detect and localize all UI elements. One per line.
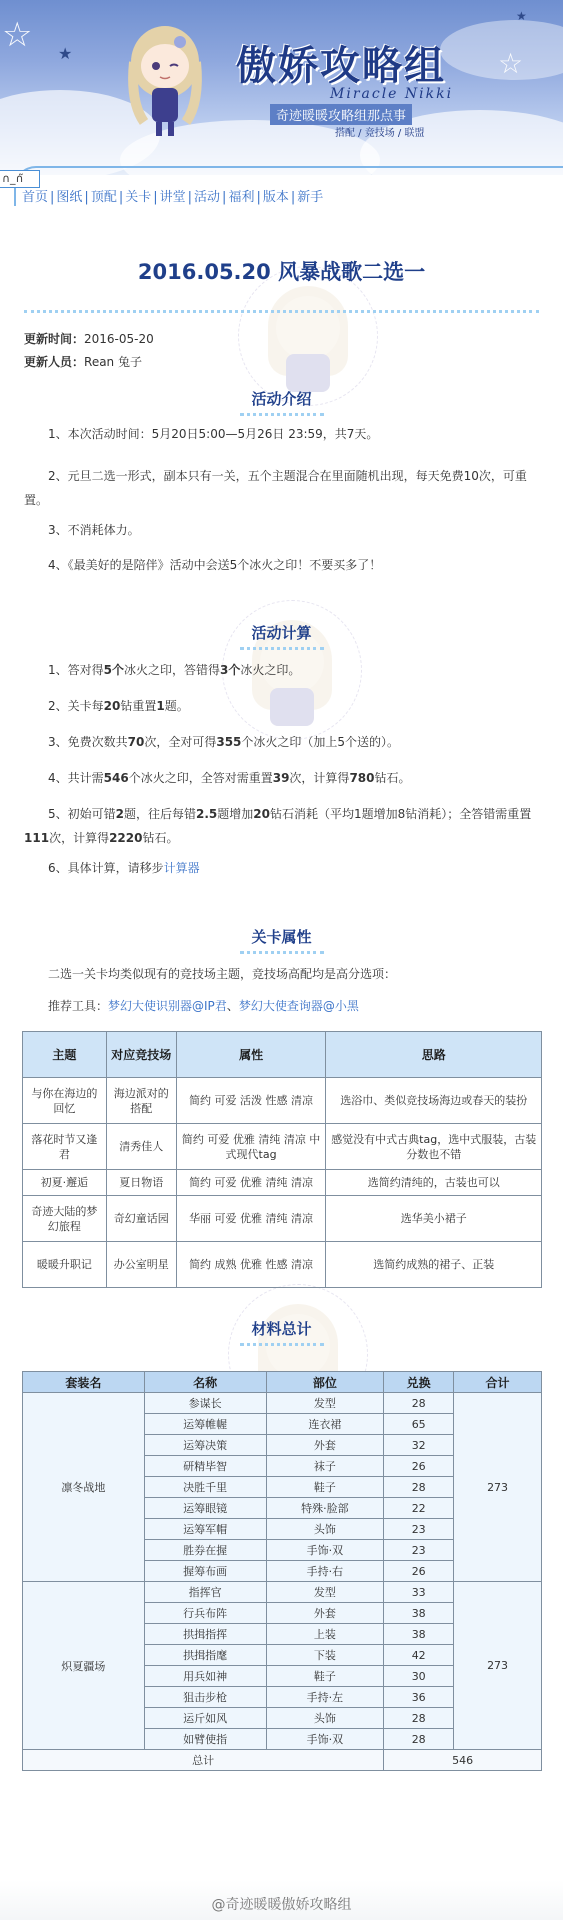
nav-separator: | <box>50 190 55 205</box>
sum-label: 总计 <box>23 1750 384 1771</box>
header-banner <box>0 0 563 175</box>
site-subtitle: 奇迹暖暖攻略组那点事 <box>270 104 412 125</box>
column-header: 对应竞技场 <box>106 1032 176 1078</box>
column-header: 属性 <box>176 1032 326 1078</box>
tools-row: 推荐工具：梦幻大使识别器@IP君、梦幻大使查询器@小黑 <box>48 999 359 1013</box>
table-row: 炽夏疆场 指挥官 发型 33 273 <box>23 1582 542 1603</box>
calc-paragraph-1: 1、答对得5个冰火之印，答错得3个冰火之印。 <box>48 663 301 677</box>
nav-item-top-match[interactable]: 顶配 <box>90 190 117 205</box>
set-total-cell: 273 <box>454 1582 542 1750</box>
table-row: 与你在海边的回忆 海边派对的搭配 简约 可爱 活泼 性感 清凉 选浴巾、类似竞技场海边或春天的装扮 <box>23 1078 542 1124</box>
update-time-value: 2016-05-20 <box>84 332 154 346</box>
update-time-label: 更新时间： <box>24 332 85 346</box>
table-header-row <box>23 1372 542 1393</box>
table-row: 拱揖指挥 上装 38 <box>23 1624 542 1645</box>
table-row: 行兵布阵 外套 38 <box>23 1603 542 1624</box>
table-row: 暖暖升职记 办公室明星 简约 成熟 优雅 性感 清凉 选简约成熟的裙子、正装 <box>23 1242 542 1288</box>
table-row: 运筹眼镜 特殊·脸部 22 <box>23 1498 542 1519</box>
nav-separator: | <box>290 190 296 205</box>
table-row: 用兵如神 鞋子 30 <box>23 1666 542 1687</box>
section-heading-calc <box>0 622 563 650</box>
section-heading-text: 活动介绍 <box>251 390 312 408</box>
table-header-row <box>23 1032 542 1078</box>
calculator-link[interactable]: 计算器 <box>163 861 200 875</box>
set-name-cell: 凛冬战地 <box>23 1393 145 1582</box>
intro-paragraph-3 <box>24 518 540 542</box>
nav-item-beginners[interactable]: 新手 <box>297 190 324 205</box>
table-row: 运筹军帽 头饰 23 <box>23 1519 542 1540</box>
table-row: 研精毕智 袜子 26 <box>23 1456 542 1477</box>
calc-paragraph-6: 6、具体计算，请移步计算器 <box>48 861 200 875</box>
site-tags: 搭配 / 竞技场 / 联盟 <box>335 128 425 139</box>
table-row: 奇迹大陆的梦幻旅程 奇幻童话园 华丽 可爱 优雅 清纯 清凉 选华美小裙子 <box>23 1196 542 1242</box>
nav-item-lectures[interactable]: 讲堂 <box>159 190 186 205</box>
column-header: 名称 <box>144 1372 266 1393</box>
updater-label: 更新人员： <box>24 355 85 369</box>
paragraph-text: 2、元旦二选一形式，副本只有一关，五个主题混合在里面随机出现，每天免费10次，可重置。 <box>24 469 527 507</box>
column-header: 套装名 <box>23 1372 145 1393</box>
materials-table <box>22 1371 542 1771</box>
updater-row <box>24 353 142 370</box>
table-row: 握筹布画 手持·右 26 <box>23 1561 542 1582</box>
chibi-girl-icon <box>120 22 210 142</box>
nav-separator: | <box>256 190 261 205</box>
table-row: 凛冬战地 参谋长 发型 28 273 <box>23 1393 542 1414</box>
table-row: 运斤如风 头饰 28 <box>23 1708 542 1729</box>
paragraph-text: 4、《最美好的是陪伴》活动中会送5个冰火之印！不要买多了！ <box>48 558 382 572</box>
table-row: 决胜千里 鞋子 28 <box>23 1477 542 1498</box>
column-header: 主题 <box>23 1032 107 1078</box>
section-underline <box>240 951 324 954</box>
calc-paragraph-2: 2、关卡每20钻重置1题。 <box>48 699 189 713</box>
nav-item-versions[interactable]: 版本 <box>262 190 289 205</box>
page-title: 2016.05.20 风暴战歌二选一 <box>137 260 426 284</box>
intro-paragraph-2 <box>24 464 540 512</box>
section-underline <box>240 647 324 650</box>
column-header: 思路 <box>326 1032 542 1078</box>
tools-label: 推荐工具： <box>48 999 109 1013</box>
table-sum-row <box>23 1750 542 1771</box>
section-heading-text: 活动计算 <box>251 624 312 642</box>
calc-paragraph-5: 5、初始可错2题，往后每错2.5题增加20钻石消耗（平均1题增加8钻消耗）；全答错需重置111次，计算得2220钻石。 <box>24 807 532 845</box>
footer-watermark: @奇迹暖暖傲娇攻略组 <box>211 1897 352 1913</box>
intro-paragraph-1 <box>24 422 540 446</box>
section-heading-attr <box>0 926 563 954</box>
update-time-row <box>24 330 154 347</box>
table-row: 如臂使指 手饰·双 28 <box>23 1729 542 1750</box>
watermark-logo <box>238 266 378 406</box>
star-solid-icon: ★ <box>58 44 73 63</box>
section-heading-intro <box>0 388 563 416</box>
intro-paragraph-4 <box>24 553 540 577</box>
updater-value: Rean 兔子 <box>84 355 142 369</box>
calc-paragraph-4: 4、共计需546个冰火之印，全答对需重置39次，计算得780钻石。 <box>48 771 411 785</box>
site-title: 傲娇攻略组 <box>236 42 446 89</box>
section-underline <box>240 1343 324 1346</box>
emoticon-badge: ∩_∩̃ <box>0 170 40 188</box>
nav-item-benefits[interactable]: 福利 <box>228 190 255 205</box>
star-outline-icon: ☆ <box>498 47 524 80</box>
top-nav <box>22 186 323 205</box>
nav-separator: | <box>187 190 193 205</box>
table-row: 胜券在握 手饰·双 23 <box>23 1540 542 1561</box>
column-header: 部位 <box>266 1372 384 1393</box>
attributes-table <box>22 1031 542 1288</box>
paragraph-text: 3、不消耗体力。 <box>48 523 140 537</box>
table-row: 落花时节又逢君 清秀佳人 简约 可爱 优雅 清纯 清凉 中式现代tag 感觉没有中式古典tag，选中式服装，古装分数也不错 <box>23 1124 542 1170</box>
section-heading-materials <box>0 1318 563 1346</box>
site-script-title: Miracle Nikki <box>330 86 454 102</box>
nav-separator: | <box>118 190 124 205</box>
attr-description: 二选一关卡均类似现有的竞技场主题，竞技场高配均是高分选项： <box>48 967 397 981</box>
set-name-cell: 炽夏疆场 <box>23 1582 145 1750</box>
paragraph-text: 1、本次活动时间：5月20日5:00—5月26日 23:59，共7天。 <box>48 427 379 441</box>
section-heading-text: 关卡属性 <box>251 928 312 946</box>
nav-separator: | <box>84 190 89 205</box>
sum-value: 546 <box>384 1750 542 1771</box>
table-row: 初夏·邂逅 夏日物语 简约 可爱 优雅 清纯 清凉 选简约清纯的，古装也可以 <box>23 1170 542 1196</box>
table-row: 狙击步枪 手持·左 36 <box>23 1687 542 1708</box>
section-underline <box>240 413 324 416</box>
nav-separator: | <box>153 190 158 205</box>
nav-separator: | <box>222 190 227 205</box>
star-outline-icon: ☆ <box>2 15 33 55</box>
nav-item-home[interactable]: 首页 <box>22 190 49 205</box>
table-row: 运筹帷幄 连衣裙 65 <box>23 1414 542 1435</box>
table-row: 运筹决策 外套 32 <box>23 1435 542 1456</box>
nav-item-events[interactable]: 活动 <box>194 190 221 205</box>
table-row: 拱揖指麾 下装 42 <box>23 1645 542 1666</box>
tool-link-identifier[interactable]: 梦幻大使识别器@IP君 <box>108 999 227 1013</box>
star-solid-icon: ★ <box>516 9 527 23</box>
nav-item-blueprints[interactable]: 图纸 <box>56 190 83 205</box>
set-total-cell: 273 <box>454 1393 542 1582</box>
column-header: 合计 <box>454 1372 542 1393</box>
column-header: 兑换 <box>384 1372 454 1393</box>
tool-link-query[interactable]: 梦幻大使查询器@小黑 <box>238 999 359 1013</box>
title-divider <box>24 310 539 313</box>
nav-item-levels[interactable]: 关卡 <box>125 190 152 205</box>
calc-paragraph-3: 3、免费次数共70次，全对可得355个冰火之印（加上5个送的）。 <box>48 735 400 749</box>
section-heading-text: 材料总计 <box>251 1320 312 1338</box>
